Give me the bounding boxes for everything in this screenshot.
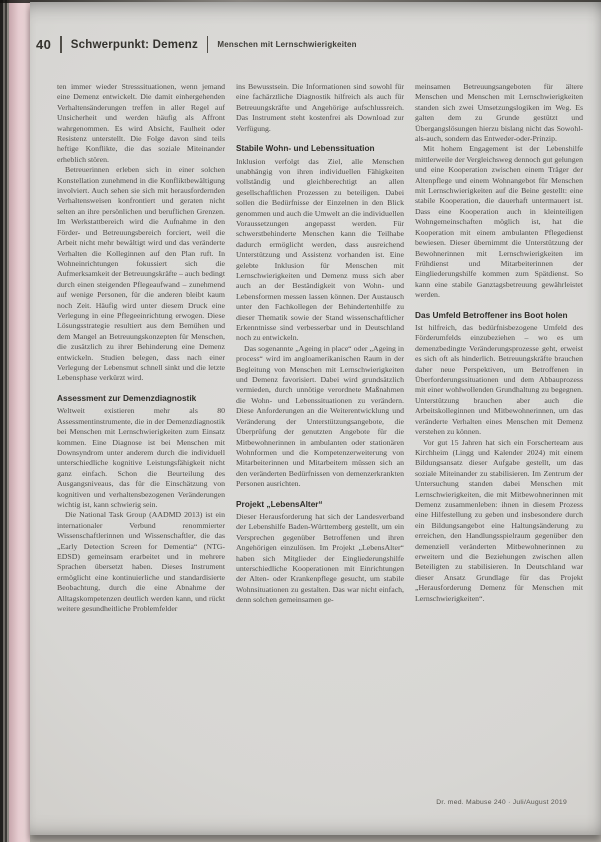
header-divider <box>207 36 209 53</box>
page-footer: Dr. med. Mabuse 240 · Juli/August 2019 <box>436 799 567 806</box>
page-number: 40 <box>36 37 52 52</box>
paragraph: Inklusion verfolgt das Ziel, alle Menschen unabhängig von ihren individuellen Fähigkeiten vollständig und gleichberechtigt an allen gesellschaftlichen Prozessen zu beteiligen. Dabei sollen die Bedürfnisse der Einzelnen in den Blick genommen und auch die Umwelt an die individuellen Voraussetzungen angepasst werden. Für schwerstbehinderte Menschen kann die Teilhabe dadurch ermöglicht werden, dass ausreichend Unterstützung und Assistenz vorhanden ist. Eine gelebte Inklusion für Menschen mit Lernschwierigkeiten und Demenz muss sich aber auch an der Beständigkeit von Wohn- und Lebensformen messen lassen können. Der Austausch unter den Fachkollegen der Behindertenhilfe zu dieser Thematik sowie der Stand wissenschaftlicher Erkenntnisse sind verbesserbar und in Deutschland noch zu entwickeln. <box>236 156 404 343</box>
header-divider <box>60 36 62 53</box>
page-edge-strip <box>9 0 30 842</box>
article-body <box>57 82 584 614</box>
book-spine-edge <box>0 0 9 842</box>
text-column-3 <box>415 82 583 614</box>
paragraph: Weltweit existieren mehr als 80 Assessmentinstrumente, die in der Demenzdiagnostik bei Menschen mit Lernschwierigkeiten zum Einsatz kommen. Eine Diagnose ist bei Menschen mit Downsyndrom unter anderem durch die individuell unterschiedliche kognitive Leistungsfähigkeit nicht ganz einfach. Schon die Beurteilung des Ausgangsniveaus, das für die Einschätzung von kognitiven und verhaltensbezogenen Veränderungen wichtig ist, kann schwierig sein. <box>57 406 225 509</box>
paragraph: Mit hohem Engagement ist der Lebenshilfe mittlerweile der Vergleichsweg dennoch gut gelungen und eine Kooperation zwischen einem Träger der Altenpflege und einem Wohnangebot für Menschen mit Lernschwierigkeiten auf die Beine gestellt: eine stabile Kooperation, die dauerhaft untermauert ist. Dass eine Kooperation auch in kleinteiligen Wohngemeinschaften möglich ist, hat die Kooperation mit einem ambulanten Pflegedienst bewiesen. Dieser übernimmt die Unterstützung der Bewohnerinnen mit Lernschwierigkeiten im Frühdienst und Mitarbeiterinnen der Eingliederungshilfe kommen zum Spätdienst. So kann eine stabile Ganztagsbetreuung gewährleistet werden. <box>415 144 583 300</box>
paragraph: meinsamen Betreuungsangeboten für ältere Menschen und Menschen mit Lernschwierigkeiten standen sich zwei Umsetzungslogiken im Weg. Es galten dem zu Grunde gestützt und Übergangslösungen hierzu bislang nicht das Sowohl-als-auch, sondern das Entweder-oder-Prinzip. <box>415 82 583 144</box>
magazine-page <box>30 2 601 835</box>
topic-title: Menschen mit Lernschwierigkeiten <box>217 40 357 49</box>
paragraph: Vor gut 15 Jahren hat sich ein Forscherteam aus Kirchheim (Lingg und Kalender 2024) mit einem Bildungsansatz dieser Aufgabe gestellt, um das soziale Miteinander zu stabilisieren. Im Zentrum der Untersuchung standen dabei Menschen mit Lernschwierigkeiten, die mit Mitbewohnerinnen mit Demenz zusammenleben: ihnen in diesem Prozess eine Hilfestellung zu geben und insbesondere durch ein Bildungsangebot eine Haltungsänderung zu erreichen, den Handlungsspielraum gegenüber den demenziell veränderten Mitbewohnerinnen zu erweitern und die Beziehungen zwischen allen Beteiligten zu stabilisieren. In Deutschland war dieser Ansatz Grundlage für das Projekt „Herausforderung Demenz für Menschen mit Lernschwierigkeiten“. <box>415 437 583 603</box>
paragraph: Ist hilfreich, das bedürfnisbezogene Umfeld des Förderumfelds einzubeziehen – wo es um demenzbedingte Veränderungsprozesse geht, erweist es sich oft als hinderlich. Betreuungskräfte brauchen daher neue Perspektiven, um Betroffenen in Überforderungssituationen und dem Abbauprozess mit einer wohlwollenden Grundhaltung zu begegnen. Unterstützung brauchen aber auch die Arbeitskolleginnen und Mitbewohnerinnen, um das veränderte Verhalten eines Menschen mit Demenz verstehen zu können. <box>415 323 583 437</box>
paragraph: Dieser Herausforderung hat sich der Landesverband der Lebenshilfe Baden-Württemberg gestellt, um ein Versprechen gegenüber Betroffenen und ihren Angehörigen einzulösen. Im Projekt „LebensAlter“ haben sich Mitglieder der Eingliederungshilfe unterschiedliche Kooperationen mit Einrichtungen der Alten- oder Krankenpflege gesucht, um stabile Wohnsituationen zu gestalten. Das war nicht einfach, denn solchen gemeinsamen ge- <box>236 512 404 605</box>
subheading: Projekt „LebensAlter“ <box>236 498 323 509</box>
paragraph: ins Bewusstsein. Die Informationen sind sowohl für eine fachärztliche Diagnostik hilfreich als auch für Betreuungskräfte und Angehörige aufschlussreich. Das Instrument steht kostenfrei als Download zur Verfügung. <box>236 82 404 133</box>
text-column-1 <box>57 82 225 614</box>
subheading: Stabile Wohn- und Lebenssituation <box>236 143 375 154</box>
page-header <box>36 36 357 53</box>
section-title: Schwerpunkt: Demenz <box>70 38 198 51</box>
subheading: Assessment zur Demenzdiagnostik <box>57 392 197 403</box>
paragraph: Betreuerinnen erleben sich in einer solchen Konstellation zunehmend in die Konfliktbewältigung involviert. Auch sehen sie sich mit herausfordernden Verhaltensweisen konfrontiert und geraten nicht selten an ihre persönlichen und beruflichen Grenzen. Im Werkstattbereich wird die Aufnahme in den Förder- und Betreuungsbereich forciert, weil die Arbeit nicht mehr bewältigt wird und das veränderte Verhalten die Kolleginnen auf den Plan ruft. In Wohneinrichtungen fokussiert sich die Aufmerksamkeit der Betreuungskräfte – auch bedingt durch einen steigenden Pflegeaufwand – zunehmend auf wenige Personen, für die anderen bleibt kaum noch Zeit. Häufig wird unter diesem Druck eine Verlegung in eine Pflegeeinrichtung erwogen. Diese Lösungsstrategie resultiert aus dem Bemühen und dem Mangel an Betreuungskonzepten für Menschen, die zusätzlich zu ihrer Behinderung eine Demenz entwickeln. Studien belegen, dass nach einer Verlegung der Lebensmut schnell sinkt und die letzte Lebensphase verkürzt wird. <box>57 165 225 383</box>
subheading: Das Umfeld Betroffener ins Boot holen <box>415 309 568 320</box>
paragraph: Die National Task Group (AADMD 2013) ist ein internationaler Verbund renommierter Wissenschaftlerinnen und Wissenschaftler, die das „Early Detection Screen for Dementia“ (NTG-EDSD) gemeinsam erarbeitet und in mehrere Sprachen übersetzt haben. Dieses Instrument ermöglicht eine kontinuierliche und standardisierte Beobachtung, durch die eine Abnahme der Alltagskompetenzen deutlich werden kann, und rückt weitere gesundheitliche Problemfelder <box>57 510 225 613</box>
paragraph: Das sogenannte „Ageing in place“ oder „Ageing in process“ wird im angloamerikanischen Raum in der Begleitung von Menschen mit Lernschwierigkeiten und Demenz favorisiert. Dabei wird grundsätzlich vermieden, durch unnötige verordnete Maßnahmen die Wohn- und Lebenssituationen zu verändern. Diese Anforderungen an die Weiterentwicklung und Veränderung der Unterstützungsangebote, die Überprüfung der genutzten Angebote für die Mitbewohnerinnen in ambulanten oder stationären Wohnformen und die Kompetenzerweiterung von Mitarbeiterinnen und Mitarbeitern müssen sich an den veränderten Bedürfnissen von demenzerkrankten Personen ausrichten. <box>236 343 404 489</box>
paragraph: ten immer wieder Stresssituationen, wenn jemand eine Demenz entwickelt. Die damit einhergehenden Verhaltensänderungen treffen in aller Regel auf Unsicherheit und werden häufig als Affront wahrgenommen. Es wird Absicht, Faulheit oder Resistenz unterstellt. Die Folge davon sind teils heftige Konflikte, die das soziale Miteinander erheblich stören. <box>57 82 225 164</box>
text-column-2 <box>236 82 404 614</box>
